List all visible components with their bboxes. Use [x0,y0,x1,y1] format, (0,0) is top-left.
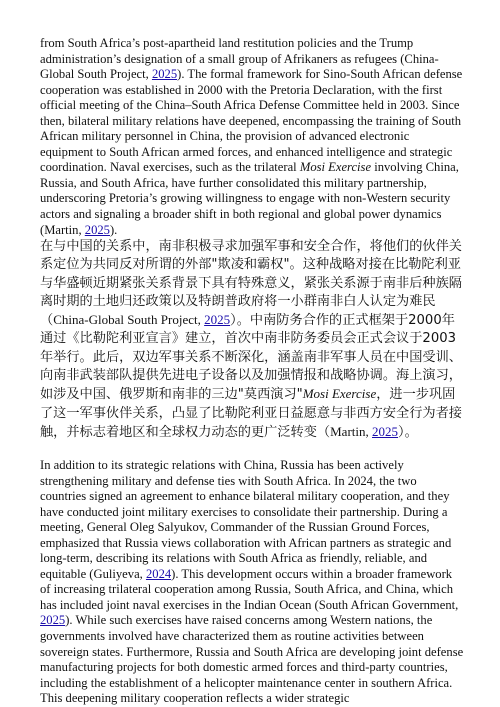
italic-term: Mosi Exercise [302,386,377,402]
paragraph-english-china-defense [40,36,465,238]
text-segment: from South Africa’s post-apartheid land restitution policies and the Trump administration’s designation of a small group of Afrikaners as refugees (China-Global South Project, [40,36,439,82]
text-segment: ). While such exercises have raised concerns among Western nations, the governments involved have characterized them as routine activities between sovereign states. Furthermore, Russia and South Africa are developing joint defense manufacturing projects for both domestic armed forces and third-party countries, including the establishment of a helicopter maintenance center in southern Africa. This deepening military cooperation reflects a wider strategic [40,613,464,706]
text-segment: China-Global South Project, [53,312,205,328]
citation-link[interactable]: 2025 [84,222,110,237]
paragraph-chinese-translation [40,238,465,442]
text-segment: ). This development occurs within a broader framework of increasing trilateral cooperation among Russia, South Africa, and China, which has included joint naval exercises in the Indian Ocean (South African Government, [40,566,459,612]
text-segment: ，进一步巩固了这一军事伙伴关系，凸显了比勒陀利亚日益愿意与非西方安全行为者接触，并标志着地区和全球权力动态的更广泛转变（ [40,387,462,440]
text-segment: 在与中国的关系中，南非积极寻求加强军事和安全合作，将他们的伙伴关系定位为共同反对所谓的外部"欺凌和霸权"。这种战略对接在比勒陀利亚与华盛顿近期紧张关系背景下具有特殊意义，紧张关系源于南非后种族隔离时期的土地归还政策以及特朗普政府将一小群南非白人认定为难民（ [40,239,462,329]
text-segment: involving China, Russia, and South Africa, have further consolidated this military partnership, underscoring Pretoria’s growing willingness to engage with non-Western security actors and signaling a broader shift in both regional and global power dynamics (Martin, [40,160,459,237]
citation-link[interactable]: 2025 [40,613,66,628]
citation-link[interactable]: 2025 [204,312,231,328]
paragraph-english-russia-defense [40,458,465,707]
text-segment: ). [109,222,118,237]
text-segment: ）。 [398,424,418,440]
text-segment: ）。中南防务合作的正式框架于2000年通过《比勒陀利亚宣言》建立，首次中南非防务委员会正式会议于2003年举行。此后，双边军事关系不断深化，涵盖南非军事人员在中国受训、向南非武装部队提供先进电子设备以及加强情报和战略协调。海上演习，如涉及中国、俄罗斯和南非的三边"莫西演习" [40,313,462,403]
text-segment: ). The formal framework for Sino-South African defense cooperation was established in 2000 with the Pretoria Declaration, with the first official meeting of the China–South Africa Defense Committee held in 2003. Since then, bilateral military relations have deepened, encompassing the training of South African military personnel in China, the provision of advanced electronic equipment to South African armed forces, and enhanced intelligence and strategic coordination. Naval exercises, such as the trilateral [40,67,463,175]
text-segment: In addition to its strategic relations with China, Russia has been actively strengthening military and defense ties with South Africa. In 2024, the two countries signed an agreement to enhance bilateral military cooperation, and they have conducted joint military exercises to consolidate their partnership. During a meeting, General Oleg Salyukov, Commander of the Russian Ground Forces, emphasized that Russia views collaboration with African partners as strategic and long-term, describing its relations with South Africa as friendly, reliable, and equitable (Guliyeva, [40,458,452,581]
citation-link[interactable]: 2025 [372,423,399,439]
citation-link[interactable]: 2024 [145,566,172,581]
italic-term: Mosi Exercise [299,160,372,175]
text-segment: Martin, [330,423,373,439]
citation-link[interactable]: 2025 [151,67,178,82]
